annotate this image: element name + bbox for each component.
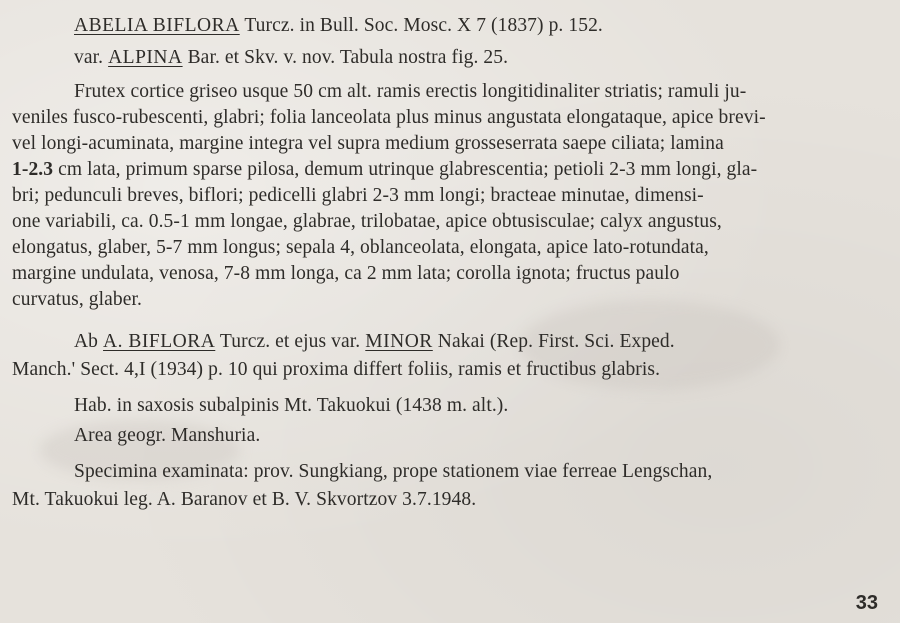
description-line: margine undulata, venosa, 7-8 mm longa, ca 2 mm lata; corolla ignota; fructus paulo bbox=[12, 263, 680, 284]
variety-citation: Bar. et Skv. v. nov. Tabula nostra fig. 25. bbox=[187, 47, 509, 68]
species-heading bbox=[74, 14, 603, 38]
comparison-mid: Turcz. et ejus var. bbox=[219, 331, 361, 352]
description-line: veniles fusco-rubescenti, glabri; folia lanceolata plus minus angustata elongataque, apice brevi- bbox=[12, 107, 766, 128]
page-number: 33 bbox=[855, 592, 878, 614]
description-line: Frutex cortice griseo usque 50 cm alt. ramis erectis longitidinaliter striatis; ramuli ju- bbox=[74, 81, 747, 102]
area-line: Area geogr. Manshuria. bbox=[74, 425, 261, 446]
var-prefix: var. bbox=[74, 47, 104, 68]
species-citation: Turcz. in Bull. Soc. Mosc. X 7 (1837) p. 152. bbox=[244, 15, 603, 36]
comparison-line-2: Manch.' Sect. 4,I (1934) p. 10 qui proxima differt foliis, ramis et fructibus glabris. bbox=[12, 359, 661, 380]
description-line: vel longi-acuminata, margine integra vel supra medium grosseserrata saepe ciliata; lamina bbox=[12, 133, 724, 154]
comparison-prefix: Ab bbox=[74, 331, 99, 352]
description-line: one variabili, ca. 0.5-1 mm longae, glabrae, trilobatae, apice obtusisculae; calyx angustus, bbox=[12, 211, 722, 232]
lamina-width-value: 1-2.3 bbox=[12, 159, 54, 180]
specimens-line-2: Mt. Takuokui leg. A. Baranov et B. V. Skvortzov 3.7.1948. bbox=[12, 489, 477, 510]
description-line: bri; pedunculi breves, biflori; pedicelli glabri 2-3 mm longi; bracteae minutae, dimensi- bbox=[12, 185, 704, 206]
specimens-line: Specimina examinata: prov. Sungkiang, prope stationem viae ferreae Lengschan, bbox=[74, 461, 713, 482]
comparison-species: A. BIFLORA bbox=[103, 331, 216, 352]
variety-name: ALPINA bbox=[108, 47, 183, 68]
description-line: curvatus, glaber. bbox=[12, 289, 143, 310]
comparison-tail: Nakai (Rep. First. Sci. Exped. bbox=[437, 331, 675, 352]
comparison-line bbox=[74, 330, 675, 354]
species-name: ABELIA BIFLORA bbox=[74, 15, 240, 36]
habitat-line: Hab. in saxosis subalpinis Mt. Takuokui (1438 m. alt.). bbox=[74, 395, 509, 416]
description-line: 1-2.3 cm lata, primum sparse pilosa, demum utrinque glabrescentia; petioli 2-3 mm longi, gla- bbox=[12, 159, 758, 180]
description-line: elongatus, glaber, 5-7 mm longus; sepala 4, oblanceolata, elongata, apice lato-rotundata, bbox=[12, 237, 709, 258]
comparison-variety: MINOR bbox=[365, 331, 433, 352]
variety-heading bbox=[74, 46, 508, 70]
